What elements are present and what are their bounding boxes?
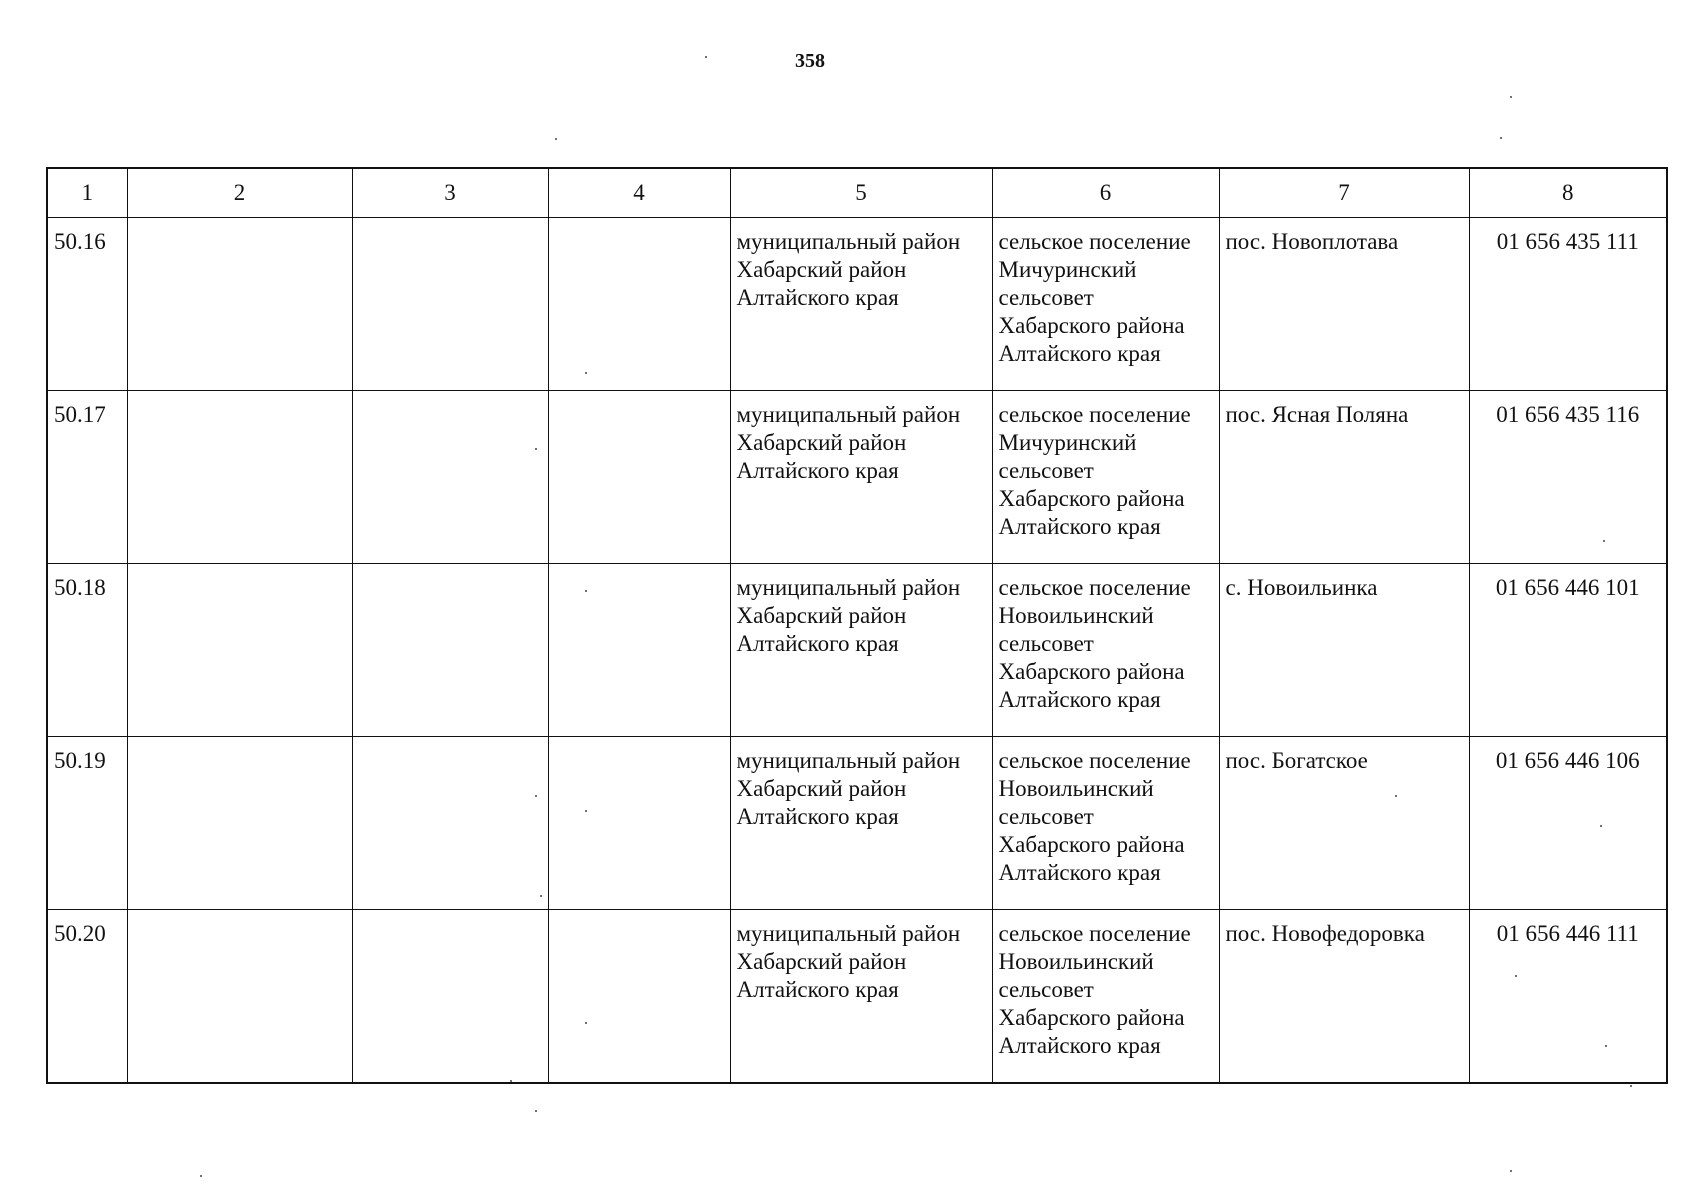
settlement-cell-line: сельсовет: [998, 977, 1094, 1002]
settlement-cell-line: Новоильинский: [998, 949, 1154, 974]
scan-speck: [555, 138, 557, 140]
district-cell-line: Алтайского края: [736, 631, 899, 656]
settlement-cell-line: сельсовет: [998, 631, 1094, 656]
scan-speck: [585, 372, 587, 374]
row-number-cell: 50.17: [47, 391, 127, 564]
column-header: 4: [548, 168, 730, 218]
code-cell: 01 656 446 101: [1469, 564, 1667, 737]
column-3-cell: [352, 391, 548, 564]
scan-speck: [585, 810, 587, 812]
scan-speck: [200, 1175, 202, 1177]
settlement-cell-line: сельское поселение: [998, 229, 1191, 254]
district-cell-line: Алтайского края: [736, 977, 899, 1002]
page-number: 358: [795, 50, 825, 72]
column-3-cell: [352, 737, 548, 910]
scan-speck: [705, 56, 707, 58]
scan-speck: [1605, 1045, 1607, 1047]
district-cell-line: муниципальный район: [736, 748, 961, 773]
locality-cell: пос. Ясная Поляна: [1219, 391, 1469, 564]
district-cell-line: муниципальный район: [736, 402, 961, 427]
scan-speck: [1515, 975, 1517, 977]
row-number-cell: 50.18: [47, 564, 127, 737]
column-3-cell: [352, 910, 548, 1084]
district-cell: [730, 391, 992, 564]
district-cell: [730, 737, 992, 910]
settlement-cell: [992, 737, 1219, 910]
scan-speck: [1600, 825, 1602, 827]
settlement-cell-line: Хабарского района: [998, 313, 1185, 338]
settlement-cell-line: Мичуринский: [998, 257, 1137, 282]
district-cell: [730, 564, 992, 737]
registry-table: [46, 167, 1668, 1084]
scan-speck: [585, 1022, 587, 1024]
scan-speck: [1603, 540, 1605, 542]
district-cell-line: Хабарский район: [736, 776, 907, 801]
scan-speck: [1395, 795, 1397, 797]
scan-speck: [1510, 1170, 1512, 1172]
table-header: [47, 168, 1667, 218]
district-cell-line: муниципальный район: [736, 575, 961, 600]
column-4-cell: [548, 218, 730, 391]
table-row: [47, 391, 1667, 564]
settlement-cell-line: Алтайского края: [998, 860, 1161, 885]
scan-speck: [585, 590, 587, 592]
settlement-cell-line: сельское поселение: [998, 921, 1191, 946]
district-cell: [730, 218, 992, 391]
column-header: 1: [47, 168, 127, 218]
settlement-cell: [992, 391, 1219, 564]
scan-speck: [1630, 1085, 1632, 1087]
scan-speck: [540, 895, 542, 897]
district-cell-line: Алтайского края: [736, 285, 899, 310]
settlement-cell-line: сельское поселение: [998, 748, 1191, 773]
settlement-cell-line: Алтайского края: [998, 514, 1161, 539]
column-header: 5: [730, 168, 992, 218]
table-row: [47, 564, 1667, 737]
settlement-cell-line: Новоильинский: [998, 603, 1154, 628]
column-4-cell: [548, 737, 730, 910]
code-cell: 01 656 435 116: [1469, 391, 1667, 564]
settlement-cell: [992, 564, 1219, 737]
locality-cell: пос. Богатское: [1219, 737, 1469, 910]
locality-cell: пос. Новофедоровка: [1219, 910, 1469, 1084]
district-cell-line: Хабарский район: [736, 257, 907, 282]
column-3-cell: [352, 218, 548, 391]
scan-speck: [1500, 137, 1502, 139]
settlement-cell-line: сельское поселение: [998, 575, 1191, 600]
table-row: [47, 218, 1667, 391]
settlement-cell-line: Новоильинский: [998, 776, 1154, 801]
settlement-cell-line: сельское поселение: [998, 402, 1191, 427]
row-number-cell: 50.20: [47, 910, 127, 1084]
table-row: [47, 737, 1667, 910]
settlement-cell-line: Хабарского района: [998, 832, 1185, 857]
column-2-cell: [127, 391, 352, 564]
column-4-cell: [548, 391, 730, 564]
column-2-cell: [127, 737, 352, 910]
column-4-cell: [548, 564, 730, 737]
locality-cell: пос. Новоплотава: [1219, 218, 1469, 391]
district-cell-line: Алтайского края: [736, 458, 899, 483]
district-cell-line: Хабарский район: [736, 430, 907, 455]
district-cell-line: муниципальный район: [736, 921, 961, 946]
column-header: 8: [1469, 168, 1667, 218]
column-3-cell: [352, 564, 548, 737]
table-body: [47, 218, 1667, 1084]
settlement-cell-line: Алтайского края: [998, 341, 1161, 366]
scan-speck: [1510, 96, 1512, 98]
column-2-cell: [127, 564, 352, 737]
column-header: 7: [1219, 168, 1469, 218]
settlement-cell-line: сельсовет: [998, 458, 1094, 483]
locality-cell: с. Новоильинка: [1219, 564, 1469, 737]
district-cell: [730, 910, 992, 1084]
row-number-cell: 50.16: [47, 218, 127, 391]
table-row: [47, 910, 1667, 1084]
district-cell-line: Хабарский район: [736, 949, 907, 974]
code-cell: 01 656 446 106: [1469, 737, 1667, 910]
settlement-cell-line: Хабарского района: [998, 486, 1185, 511]
settlement-cell-line: Алтайского края: [998, 687, 1161, 712]
header-row: [47, 168, 1667, 218]
row-number-cell: 50.19: [47, 737, 127, 910]
scan-speck: [535, 1110, 537, 1112]
column-2-cell: [127, 910, 352, 1084]
scan-speck: [535, 448, 537, 450]
column-header: 3: [352, 168, 548, 218]
district-cell-line: Хабарский район: [736, 603, 907, 628]
scan-speck: [510, 1080, 512, 1082]
column-header: 6: [992, 168, 1219, 218]
column-4-cell: [548, 910, 730, 1084]
settlement-cell-line: сельсовет: [998, 804, 1094, 829]
settlement-cell: [992, 910, 1219, 1084]
settlement-cell-line: Мичуринский: [998, 430, 1137, 455]
settlement-cell: [992, 218, 1219, 391]
settlement-cell-line: Алтайского края: [998, 1033, 1161, 1058]
district-cell-line: Алтайского края: [736, 804, 899, 829]
settlement-cell-line: Хабарского района: [998, 1005, 1185, 1030]
district-cell-line: муниципальный район: [736, 229, 961, 254]
code-cell: 01 656 446 111: [1469, 910, 1667, 1084]
settlement-cell-line: сельсовет: [998, 285, 1094, 310]
scan-speck: [535, 795, 537, 797]
settlement-cell-line: Хабарского района: [998, 659, 1185, 684]
code-cell: 01 656 435 111: [1469, 218, 1667, 391]
column-2-cell: [127, 218, 352, 391]
column-header: 2: [127, 168, 352, 218]
